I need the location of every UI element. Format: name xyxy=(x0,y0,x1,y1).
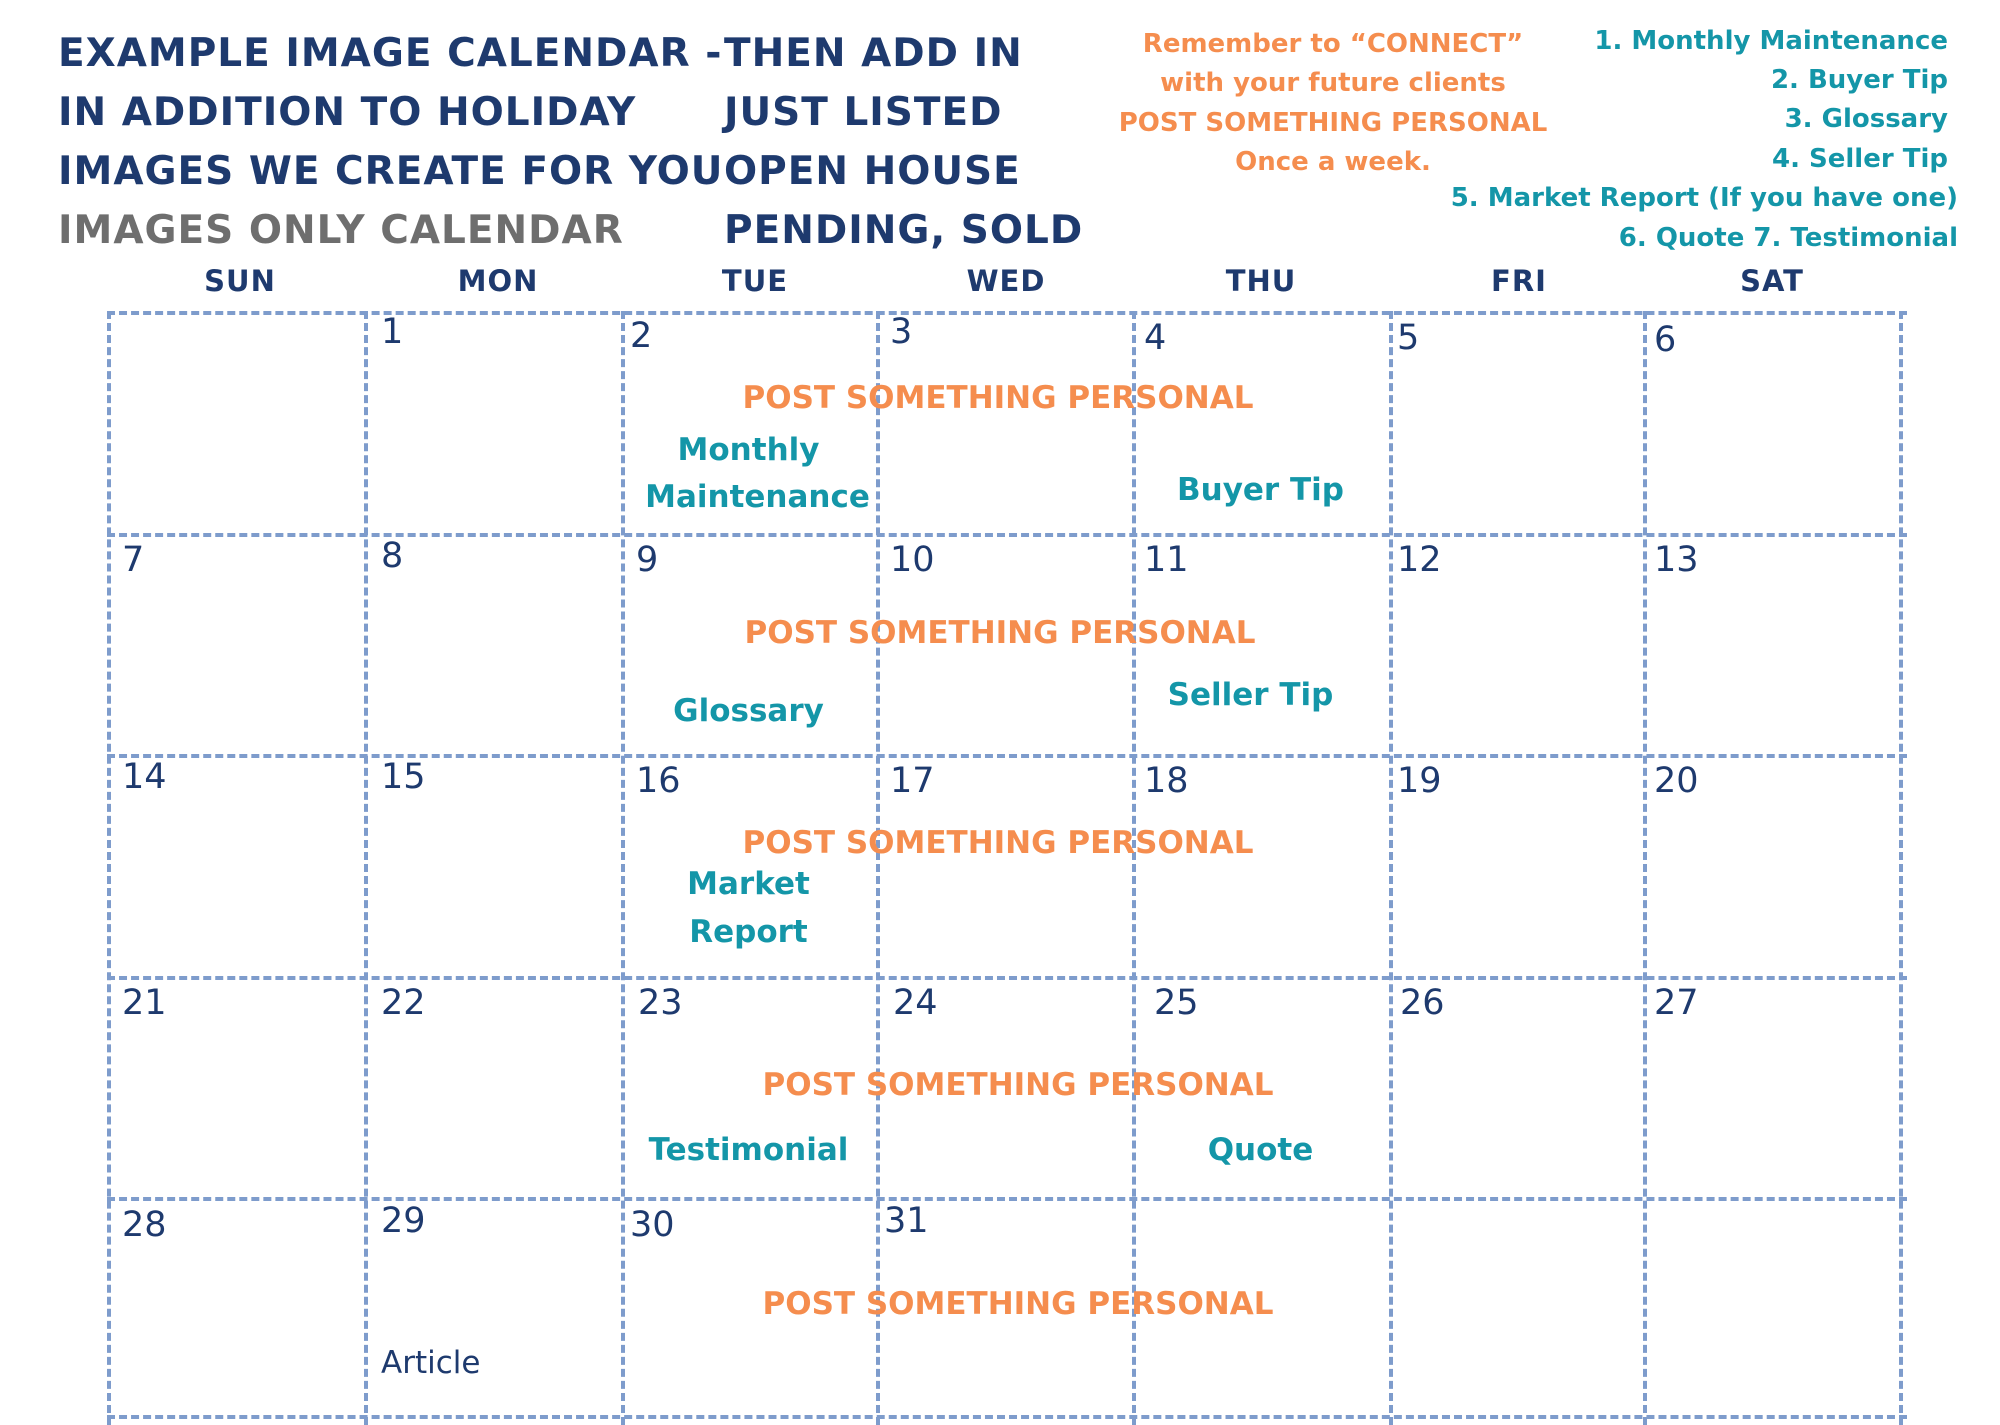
event-market-report: Market xyxy=(687,866,810,902)
day-number: 6 xyxy=(1654,320,1677,360)
event-glossary: Glossary xyxy=(673,693,824,729)
day-number: 2 xyxy=(630,316,653,356)
grid-line-vertical xyxy=(364,311,368,1425)
grid-line-vertical xyxy=(1899,311,1903,1425)
event-monthly-maintenance: Maintenance xyxy=(645,479,870,515)
add-in-line-4: PENDING, SOLD xyxy=(724,208,1084,253)
reminder-line-2: with your future clients xyxy=(1160,68,1506,98)
day-number: 17 xyxy=(890,761,935,801)
event-market-report: Report xyxy=(689,914,808,950)
legend-item-1: 1. Monthly Maintenance xyxy=(1594,26,1948,56)
legend-item-4: 4. Seller Tip xyxy=(1772,144,1948,174)
reminder-line-3: POST SOMETHING PERSONAL xyxy=(1118,108,1548,138)
weekday-wed: WED xyxy=(966,264,1046,298)
post-personal-week-2: POST SOMETHING PERSONAL xyxy=(744,615,1256,651)
day-number: 29 xyxy=(381,1201,426,1241)
post-personal-week-3: POST SOMETHING PERSONAL xyxy=(742,825,1254,861)
grid-line-vertical xyxy=(107,311,111,1425)
reminder-line-4: Once a week. xyxy=(1235,147,1431,177)
grid-line-vertical xyxy=(1643,311,1647,1425)
weekday-tue: TUE xyxy=(721,264,789,298)
day-number: 23 xyxy=(638,983,683,1023)
day-number: 8 xyxy=(381,536,404,576)
day-number: 13 xyxy=(1654,540,1699,580)
post-personal-week-5: POST SOMETHING PERSONAL xyxy=(762,1286,1274,1322)
day-number: 14 xyxy=(122,757,167,797)
post-personal-week-1: POST SOMETHING PERSONAL xyxy=(742,380,1254,416)
add-in-line-1: THEN ADD IN xyxy=(724,31,1023,76)
day-number: 15 xyxy=(381,757,426,797)
day-number: 22 xyxy=(381,983,426,1023)
grid-line-horizontal xyxy=(107,976,1907,980)
legend-item-3: 3. Glossary xyxy=(1784,104,1948,134)
day-number: 1 xyxy=(381,312,404,352)
day-number: 30 xyxy=(630,1205,675,1245)
event-quote: Quote xyxy=(1207,1132,1314,1168)
grid-line-vertical xyxy=(1389,311,1393,1425)
day-number: 4 xyxy=(1144,318,1167,358)
day-number: 10 xyxy=(890,540,935,580)
weekday-fri: FRI xyxy=(1491,264,1547,298)
day-number: 28 xyxy=(122,1205,167,1245)
day-number: 21 xyxy=(122,983,167,1023)
day-number: 19 xyxy=(1397,761,1442,801)
day-number: 26 xyxy=(1400,983,1445,1023)
weekday-sun: SUN xyxy=(204,264,276,298)
day-number: 31 xyxy=(884,1201,929,1241)
header-line-3: IMAGES WE CREATE FOR YOU xyxy=(58,149,724,194)
day-number: 25 xyxy=(1154,983,1199,1023)
day-number: 12 xyxy=(1397,540,1442,580)
event-article: Article xyxy=(381,1345,481,1381)
grid-line-horizontal xyxy=(107,1197,1907,1201)
add-in-line-3: OPEN HOUSE xyxy=(724,149,1021,194)
grid-line-horizontal xyxy=(107,1415,1907,1419)
legend-item-2: 2. Buyer Tip xyxy=(1770,65,1948,95)
day-number: 20 xyxy=(1654,761,1699,801)
post-personal-week-4: POST SOMETHING PERSONAL xyxy=(762,1067,1274,1103)
day-number: 11 xyxy=(1144,540,1189,580)
grid-line-horizontal xyxy=(107,754,1907,758)
legend-item-6: 6. Quote 7. Testimonial xyxy=(1618,223,1958,253)
day-number: 16 xyxy=(636,761,681,801)
add-in-line-2: JUST LISTED xyxy=(724,90,1003,135)
day-number: 18 xyxy=(1144,761,1189,801)
day-number: 27 xyxy=(1654,983,1699,1023)
day-number: 9 xyxy=(636,540,659,580)
grid-line-horizontal xyxy=(107,533,1907,537)
weekday-mon: MON xyxy=(457,264,539,298)
day-number: 24 xyxy=(893,983,938,1023)
event-testimonial: Testimonial xyxy=(648,1132,849,1168)
event-buyer-tip: Buyer Tip xyxy=(1177,472,1344,508)
grid-line-horizontal xyxy=(107,311,1907,315)
header-line-4: IMAGES ONLY CALENDAR xyxy=(58,208,624,253)
legend-item-5: 5. Market Report (If you have one) xyxy=(1450,183,1958,213)
event-seller-tip: Seller Tip xyxy=(1167,677,1334,713)
weekday-sat: SAT xyxy=(1740,264,1804,298)
day-number: 7 xyxy=(122,540,145,580)
day-number: 3 xyxy=(890,312,913,352)
reminder-line-1: Remember to “CONNECT” xyxy=(1142,29,1524,59)
day-number: 5 xyxy=(1397,318,1420,358)
weekday-thu: THU xyxy=(1225,264,1297,298)
event-monthly-maintenance: Monthly xyxy=(677,432,820,468)
header-line-2: IN ADDITION TO HOLIDAY xyxy=(58,90,637,135)
header-line-1: EXAMPLE IMAGE CALENDAR - xyxy=(58,31,723,76)
